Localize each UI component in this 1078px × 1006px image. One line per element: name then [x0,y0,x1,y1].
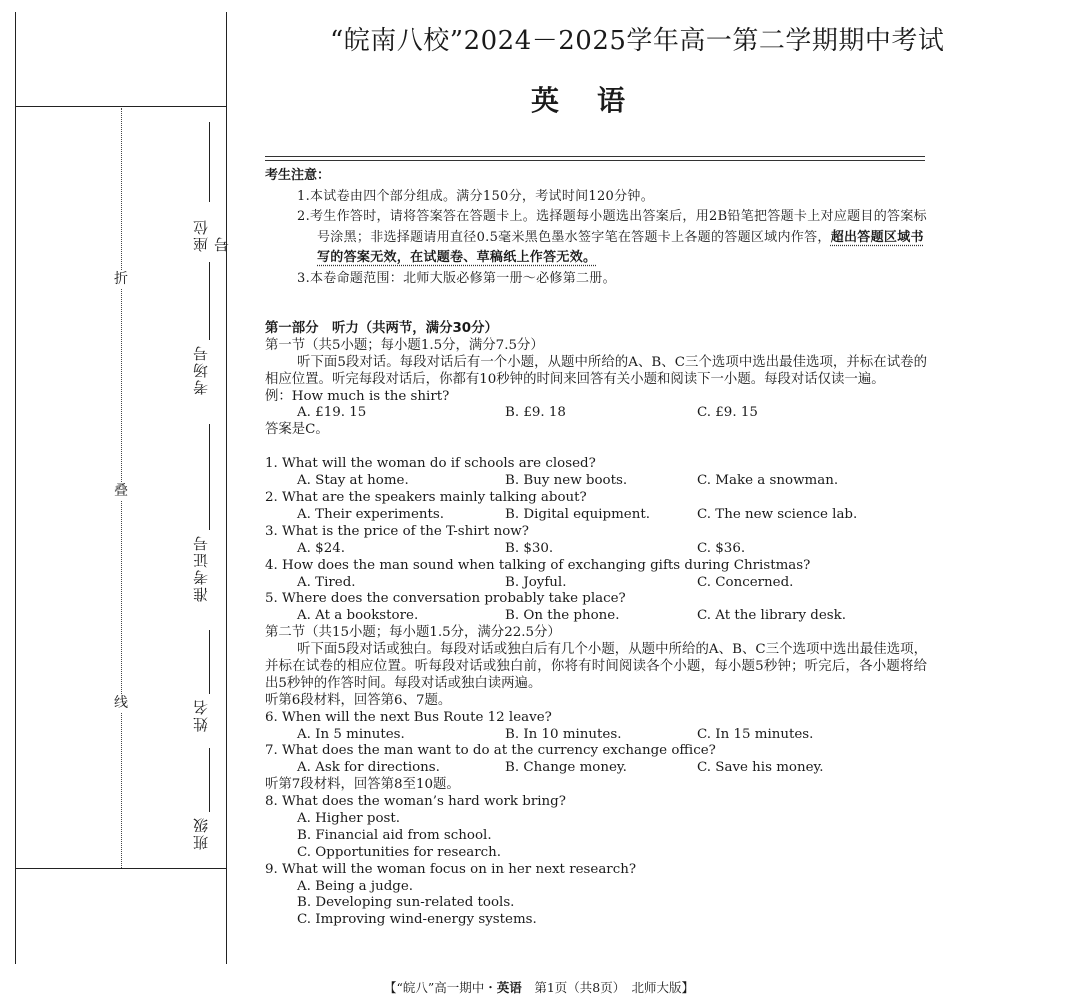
notice-title: 考生注意： [265,168,331,183]
question-6-options [265,727,927,744]
question-5-options [265,608,927,625]
section1-title: 第一节（共5小题；每小题1.5分，满分7.5分） [265,337,544,353]
q1-option-b: B. Buy new boots. [505,473,628,489]
footer-subject: 英语 [496,980,522,995]
question-5: 5. Where does the conversation probably take place? [265,591,626,607]
material-7-note: 听第7段材料，回答第8至10题。 [265,777,460,793]
fold-char-1: 折 [114,271,128,287]
question-2: 2. What are the speakers mainly talking about? [265,490,587,506]
subject-title: 英语 [531,84,664,117]
example-option-a: A. £19. 15 [297,405,367,421]
q6-option-a: A. In 5 minutes. [297,726,405,742]
notice-emphasis: 超出答题区域书写的答案无效，在试题卷、草稿纸上作答无效。 [317,229,924,265]
q4-option-c: C. Concerned. [697,574,794,590]
notice-item-3: 3.本卷命题范围：北师大版必修第一册～必修第二册。 [297,270,616,286]
header-rule [265,156,925,161]
listening-part [265,321,927,929]
question-3-options [265,541,927,558]
question-9: 9. What will the woman focus on in her next research? [265,861,637,877]
seat-number-label: 座位号 [192,218,231,252]
q8-option-a: A. Higher post. [297,811,401,827]
seat-number-line [209,122,210,202]
q7-option-c: C. Save his money. [697,760,824,776]
class-line [209,748,210,812]
question-8: 8. What does the woman’s hard work bring? [265,794,566,810]
ticket-number-field[interactable] [188,424,214,624]
margin-divider-top [16,106,226,107]
exam-title: “皖南八校”2024－2025学年高一第二学期期中考试 [330,26,945,56]
example-option-c: C. £9. 15 [697,405,758,421]
q9-option-a: A. Being a judge. [297,878,414,894]
ticket-number-line [209,424,210,530]
notice-item-1: 1.本试卷由四个部分组成。满分150分，考试时间120分钟。 [297,188,655,204]
section2-title: 第二节（共15小题；每小题1.5分，满分22.5分） [265,625,561,641]
notice-item-2 [265,207,927,269]
page-footer [0,978,1078,996]
q3-option-a: A. $24. [297,540,345,556]
question-2-options [265,507,927,524]
seat-number-field[interactable] [188,122,231,252]
q4-option-a: A. Tired. [297,574,356,590]
exam-room-line [209,262,210,340]
q1-option-c: C. Make a snowman. [697,473,839,489]
example-option-b: B. £9. 18 [505,405,566,421]
footer-right: 第1页（共8页） 北师大版】 [521,980,694,995]
q2-option-a: A. Their experiments. [297,506,445,522]
question-7: 7. What does the man want to do at the currency exchange office? [265,743,716,759]
ticket-number-label: 准考证号 [192,534,210,602]
q5-option-a: A. At a bookstore. [297,608,419,624]
q8-option-c: C. Opportunities for research. [297,844,502,860]
q4-option-b: B. Joyful. [505,574,567,590]
question-4-options [265,575,927,592]
margin-divider-bottom [16,868,226,869]
question-6: 6. When will the next Bus Route 12 leave? [265,709,552,725]
q9-option-c: C. Improving wind-energy systems. [297,912,537,928]
material-6-note: 听第6段材料，回答第6、7题。 [265,692,452,708]
q5-option-c: C. At the library desk. [697,608,847,624]
q3-option-b: B. $30. [505,540,554,556]
q6-option-c: C. In 15 minutes. [697,726,814,742]
footer-left: 【“皖八”高一期中・ [384,980,497,995]
part1-title: 第一部分 听力（共两节，满分30分） [265,321,498,336]
question-3: 3. What is the price of the T-shirt now? [265,523,529,539]
section2-instructions: 听下面5段对话或独白。每段对话或独白后有几个小题，从题中所给的A、B、C三个选项中选出最佳选项，并标在试卷的相应位置。听每段对话或独白前，你将有时间阅读各个小题，每小题5秒钟；听完后，各小题将给出5秒钟的作答时间。每段对话或独白读两遍。 [265,642,927,691]
example-answer: 答案是C。 [265,422,329,438]
section1-instructions: 听下面5段对话。每段对话后有一个小题，从题中所给的A、B、C三个选项中选出最佳选项，并标在试卷的相应位置。听完每段对话后，你都有10秒钟的时间来回答有关小题和阅读下一小题。每段对话仅读一遍。 [265,354,927,387]
q7-option-a: A. Ask for directions. [297,760,440,776]
notice-item-2-text: 2.考生作答时，请将答案答在答题卡上。选择题每小题选出答案后，用2B铅笔把答题卡上对应题目的答案标号涂黑；非选择题请用直径0.5毫米黑色墨水签字笔在答题卡上各题的答题区域内作答， [297,209,927,245]
q2-option-c: C. The new science lab. [697,506,858,522]
q6-option-b: B. In 10 minutes. [505,726,622,742]
question-1-options [265,473,927,490]
class-label: 班级 [192,816,210,850]
binding-margin [15,12,231,964]
question-7-options [265,760,927,777]
exam-room-field[interactable] [188,262,214,412]
fold-char-2: 叠 [114,483,128,499]
q5-option-b: B. On the phone. [505,608,620,624]
name-label: 姓名 [192,698,210,732]
q1-option-a: A. Stay at home. [297,473,409,489]
q3-option-c: C. $36. [697,540,746,556]
q9-option-b: B. Developing sun-related tools. [297,895,515,911]
q7-option-b: B. Change money. [505,760,627,776]
question-1: 1. What will the woman do if schools are closed? [265,456,596,472]
exam-room-label: 考场号 [192,344,210,395]
example-options [265,405,927,422]
question-4: 4. How does the man sound when talking of exchanging gifts during Christmas? [265,557,811,573]
name-field[interactable] [188,630,214,740]
candidate-notice [265,166,927,289]
class-field[interactable] [188,748,214,858]
q8-option-b: B. Financial aid from school. [297,827,492,843]
name-line [209,630,210,694]
example-question: 例：How much is the shirt? [265,388,450,404]
fold-char-3: 线 [114,695,128,711]
q2-option-b: B. Digital equipment. [505,506,650,522]
